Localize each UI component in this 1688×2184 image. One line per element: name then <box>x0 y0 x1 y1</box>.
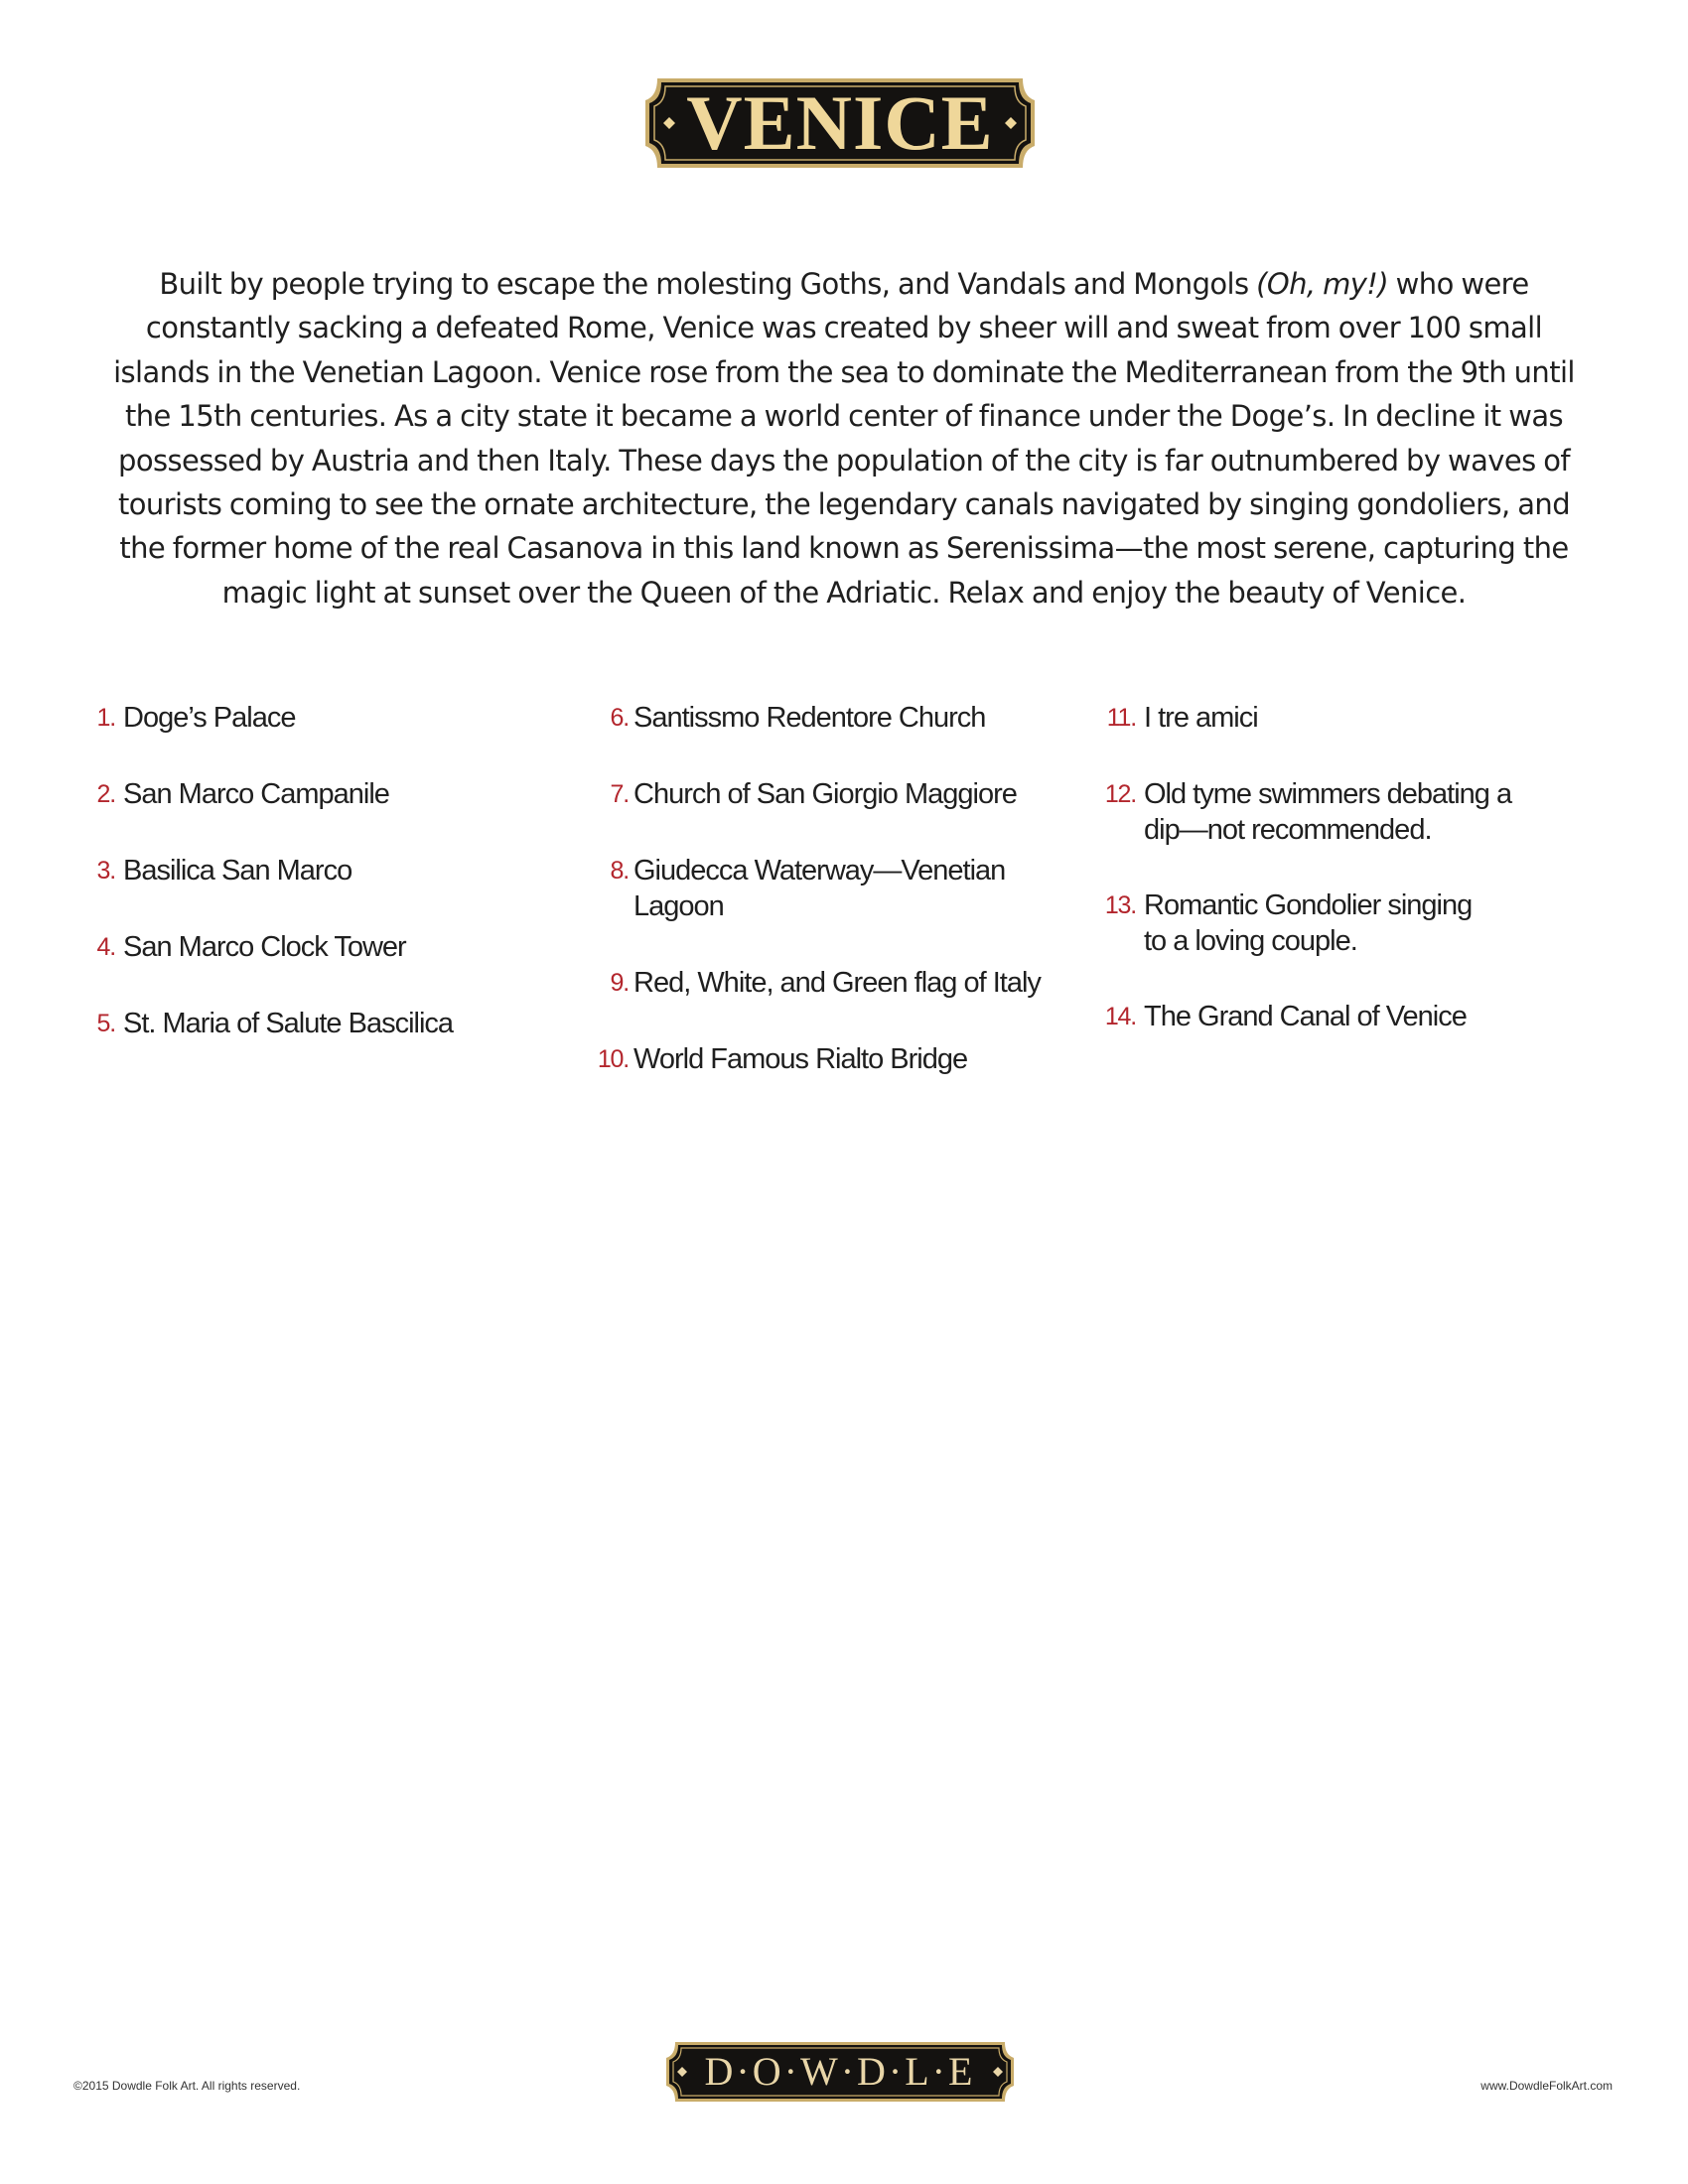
key-item-7 <box>596 776 1062 812</box>
key-number: 13. <box>1104 891 1136 919</box>
key-item-2 <box>91 776 558 812</box>
key-number: 3. <box>96 857 115 885</box>
key-item-13 <box>1102 887 1579 959</box>
key-label-line-1: Old tyme swimmers debating a <box>1144 778 1512 810</box>
logo-wordmark: D·O·W·D·L·E <box>704 2049 976 2094</box>
key-number: 6. <box>610 704 629 732</box>
key-number: 9. <box>610 969 629 997</box>
key-label-line-2: dip—not recommended. <box>1144 814 1432 846</box>
key-label: The Grand Canal of Venice <box>1144 1001 1467 1032</box>
key-label: Church of San Giorgio Maggiore <box>633 778 1017 810</box>
key-label-line-2: to a loving couple. <box>1144 925 1357 957</box>
key-column-1 <box>91 700 558 1082</box>
key-item-5 <box>91 1006 558 1041</box>
key-item-9 <box>596 965 1062 1001</box>
key-label-line-1: Romantic Gondolier singing <box>1144 889 1473 921</box>
key-label: World Famous Rialto Bridge <box>633 1043 968 1075</box>
key-number: 5. <box>96 1010 115 1037</box>
key-number: 8. <box>610 857 629 885</box>
key-label: Red, White, and Green flag of Italy <box>633 967 1041 999</box>
key-number: 2. <box>96 780 115 808</box>
key-item-8 <box>596 853 1062 924</box>
key-item-10 <box>596 1041 1062 1077</box>
intro-text-rest: who were constantly sacking a defeated Rome, Venice was created by sheer will and sweat from over 100 small islands in the Venetian Lagoon. Venice rose from the sea to dominate the Mediterranean from the 9th until the 15th centuries. As a city state it became a world center of finance under the Doge’s. In decline it was possessed by Austria and then Italy. These days the population of the city is far outnumbered by waves of tourists coming to see the ornate architecture, the legendary canals navigated by singing gondoliers, and the former home of the real Casanova in this land known as Serenissima—the most serene, capturing the magic light at sunset over the Queen of the Adriatic. Relax and enjoy the beauty of Venice. <box>113 267 1575 610</box>
key-column-3 <box>1102 700 1579 1075</box>
key-label: Giudecca Waterway—Venetian Lagoon <box>633 855 1006 922</box>
key-item-12 <box>1102 776 1579 848</box>
intro-paragraph <box>109 262 1579 614</box>
key-item-3 <box>91 853 558 888</box>
key-item-14 <box>1102 999 1579 1034</box>
key-label: I tre amici <box>1144 702 1258 734</box>
dowdle-logo <box>663 2039 1017 2105</box>
title-plaque <box>643 74 1037 172</box>
key-label: Basilica San Marco <box>123 855 352 887</box>
website-url: www.DowdleFolkArt.com <box>1480 2079 1613 2093</box>
copyright-notice: ©2015 Dowdle Folk Art. All rights reserved. <box>73 2079 301 2093</box>
key-number: 1. <box>96 704 115 732</box>
intro-italic-aside: (Oh, my!) <box>1256 267 1389 301</box>
intro-text-start: Built by people trying to escape the molesting Goths, and Vandals and Mongols <box>159 267 1257 301</box>
key-label: San Marco Campanile <box>123 778 389 810</box>
key-number: 12. <box>1104 780 1136 808</box>
key-number: 4. <box>96 933 115 961</box>
key-number: 14. <box>1104 1003 1136 1030</box>
key-item-6 <box>596 700 1062 736</box>
key-item-11 <box>1102 700 1579 736</box>
key-number: 7. <box>610 780 629 808</box>
key-label: Santissmo Redentore Church <box>633 702 986 734</box>
key-number: 11. <box>1106 704 1136 732</box>
key-label: San Marco Clock Tower <box>123 931 406 963</box>
key-number: 10. <box>597 1045 629 1073</box>
key-item-1 <box>91 700 558 736</box>
key-item-4 <box>91 929 558 965</box>
key-column-2 <box>596 700 1062 1118</box>
key-label: Doge’s Palace <box>123 702 296 734</box>
key-label: St. Maria of Salute Bascilica <box>123 1008 454 1039</box>
page-title: VENICE <box>686 79 994 166</box>
